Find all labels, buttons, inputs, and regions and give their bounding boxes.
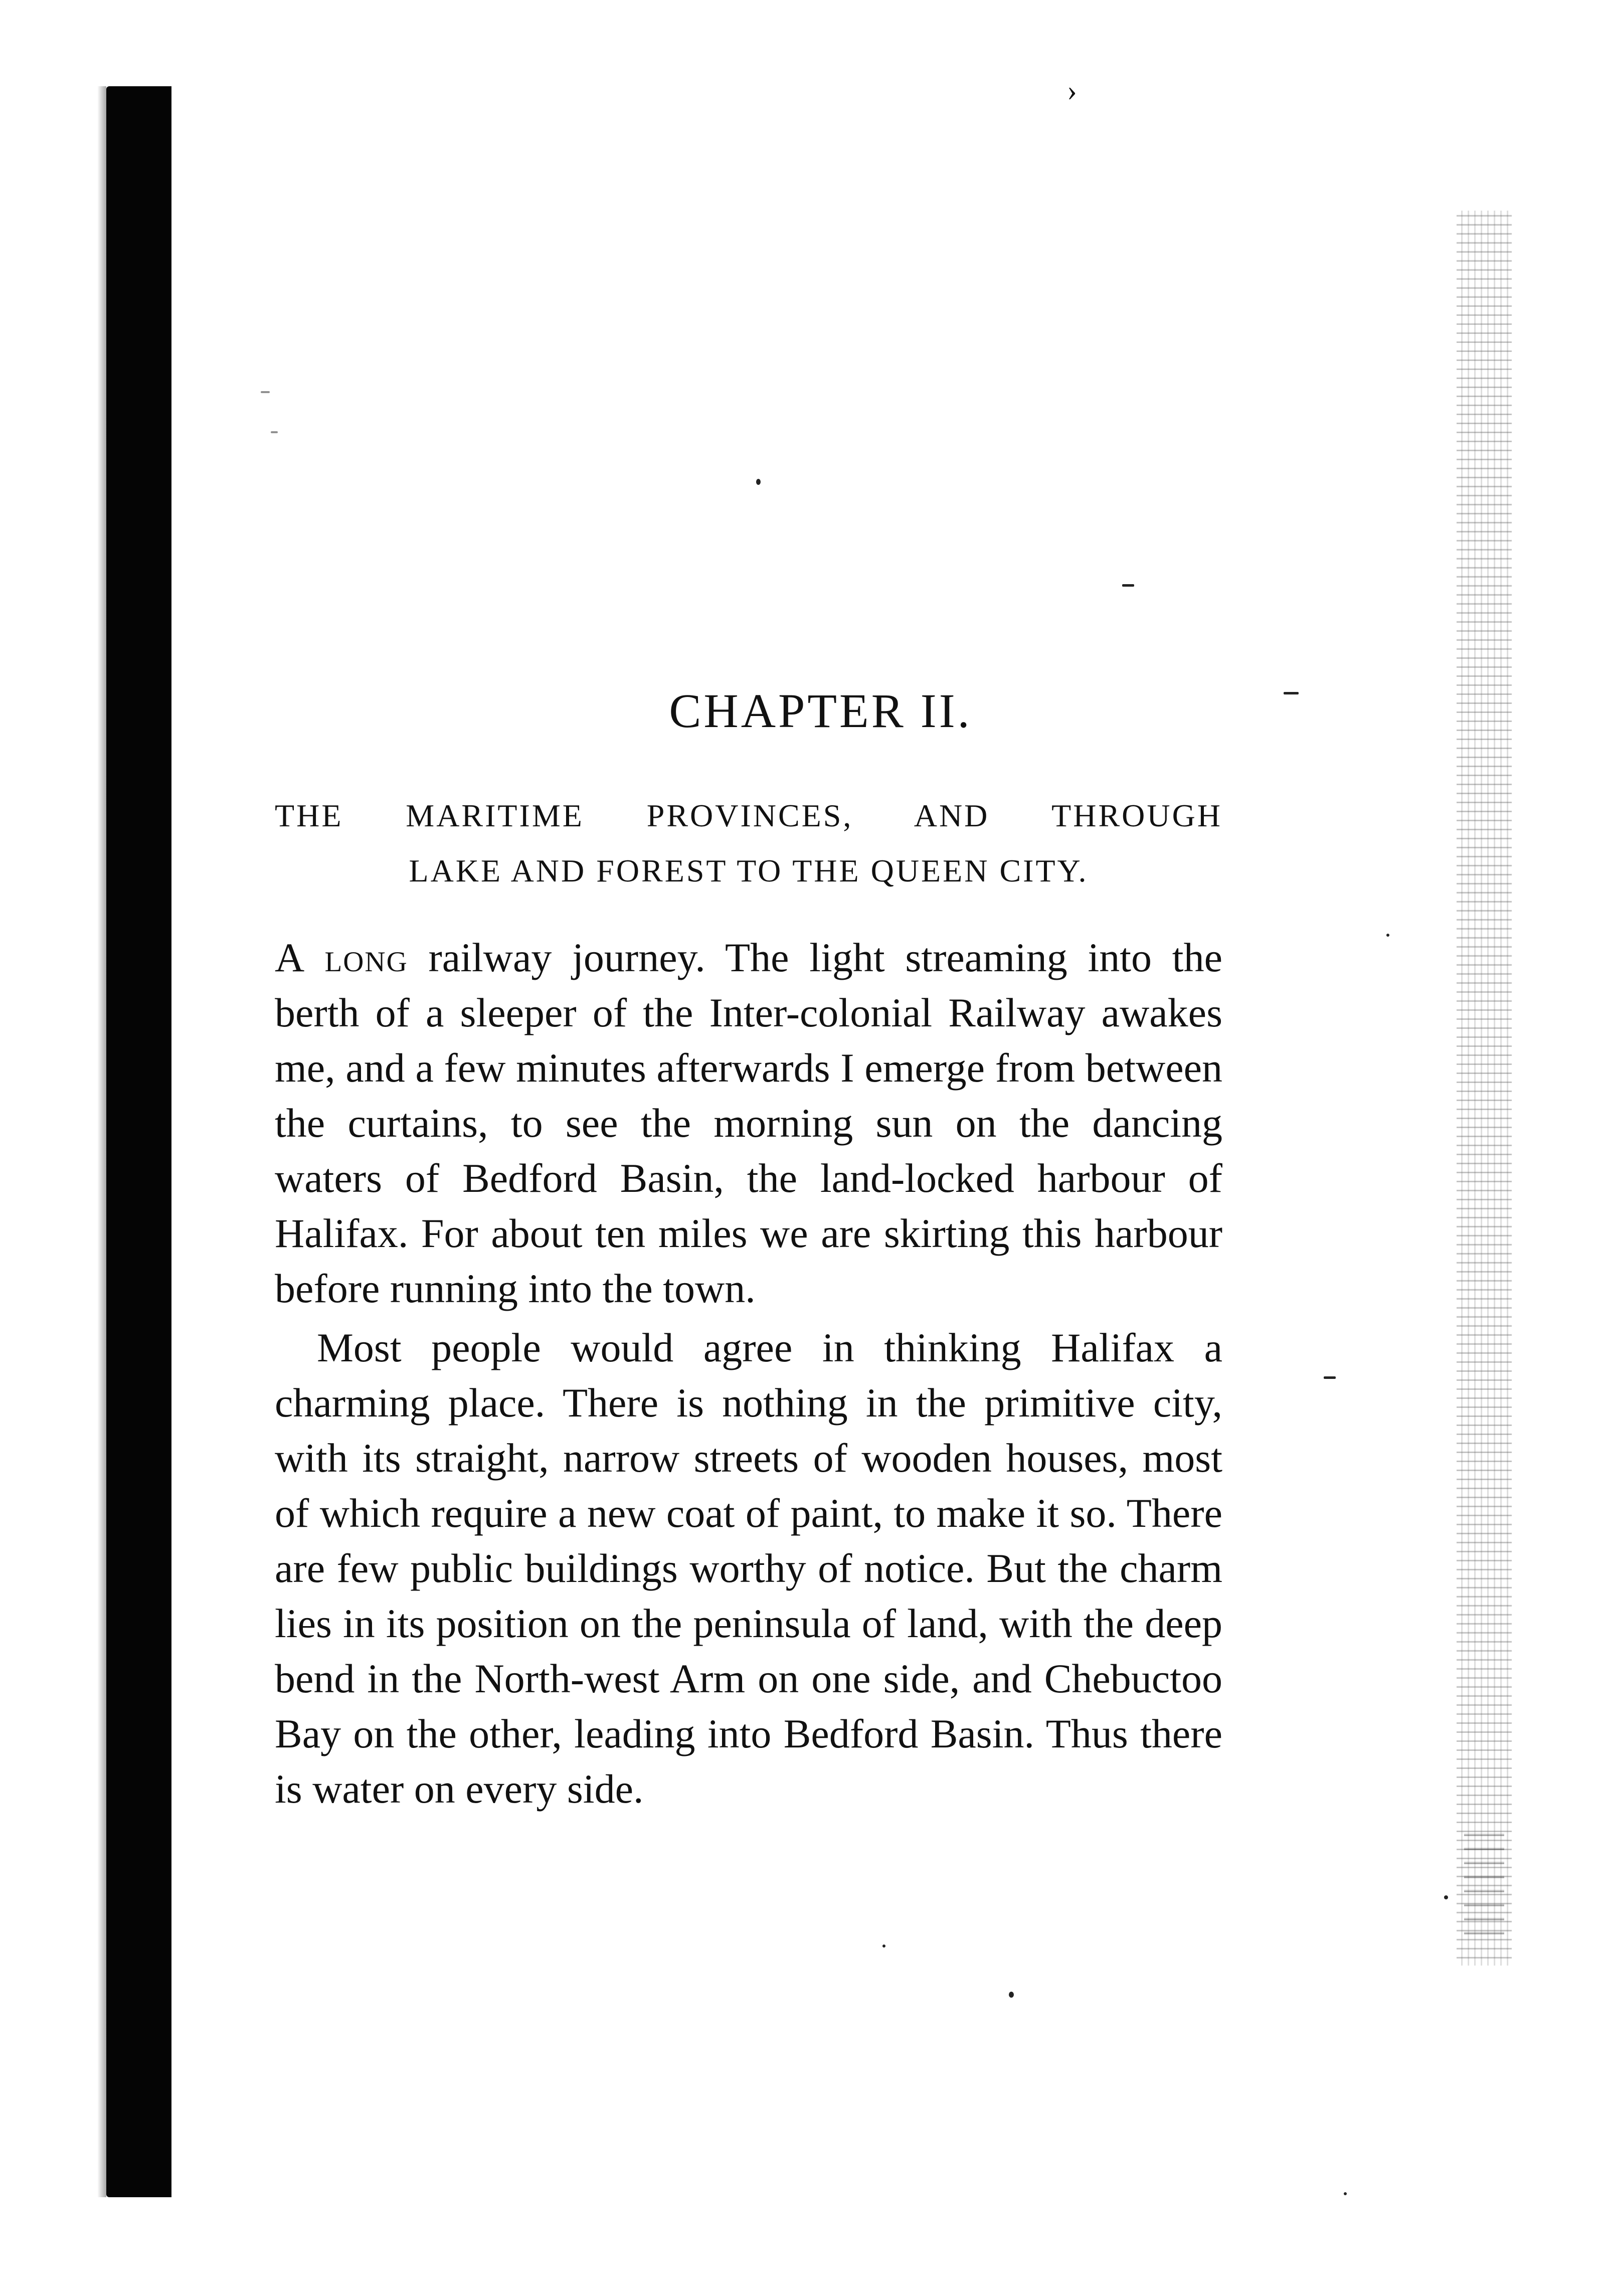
scan-speck: [756, 479, 761, 485]
scan-speck: [1324, 1376, 1336, 1379]
scan-speck: [882, 1945, 885, 1948]
page-edge-bleedthrough: [1457, 211, 1512, 1966]
chapter-subtitle-line-2: LAKE AND FOREST TO THE QUEEN CITY.: [409, 853, 1089, 889]
scan-speck: [1444, 1895, 1448, 1899]
scan-speck: [1386, 934, 1389, 937]
chapter-subtitle: [275, 788, 1222, 899]
chapter-heading: CHAPTER II.: [669, 684, 972, 738]
book-binding-shadow: [106, 86, 171, 2197]
chapter-subtitle-line-1: THE MARITIME PROVINCES, AND THROUGH: [275, 798, 1222, 833]
page-edge-bleedthrough-lower: [1464, 1825, 1504, 1946]
scan-speck: [1122, 584, 1134, 587]
paragraph-2: Most people would agree in thinking Halifax a charming place. There is nothing in the primitive city, with its straight, narrow streets of wooden houses, most of which require a new coat of paint, to make it so. There are few public buildings worthy of notice. But the charm lies in its position on the peninsula of land, with the deep bend in the North-west Arm on one side, and Chebuctoo Bay on the other, leading into Bedford Basin. Thus there is water on every side.: [275, 1325, 1222, 1812]
scan-speck: [261, 391, 270, 393]
page-corner-mark: ›: [1067, 74, 1077, 107]
paragraph-1-text: railway journey. The light streaming into the berth of a sleeper of the Inter-colonial Railway awakes me, and a few minutes afterwards I emerge from between the curtains, to see the morning sun on the dancing waters of Bedford Basin, the land-locked harbour of Halifax. For about ten miles we are skirting this harbour before running into the town.: [275, 935, 1222, 1311]
scan-speck: [271, 431, 278, 433]
paragraph-1: [275, 930, 1222, 1316]
chapter-body: [275, 930, 1222, 1817]
paragraph-1-lead-words: A long: [275, 935, 408, 980]
scan-speck: [1009, 1992, 1014, 1998]
scan-speck: [1344, 2192, 1347, 2195]
